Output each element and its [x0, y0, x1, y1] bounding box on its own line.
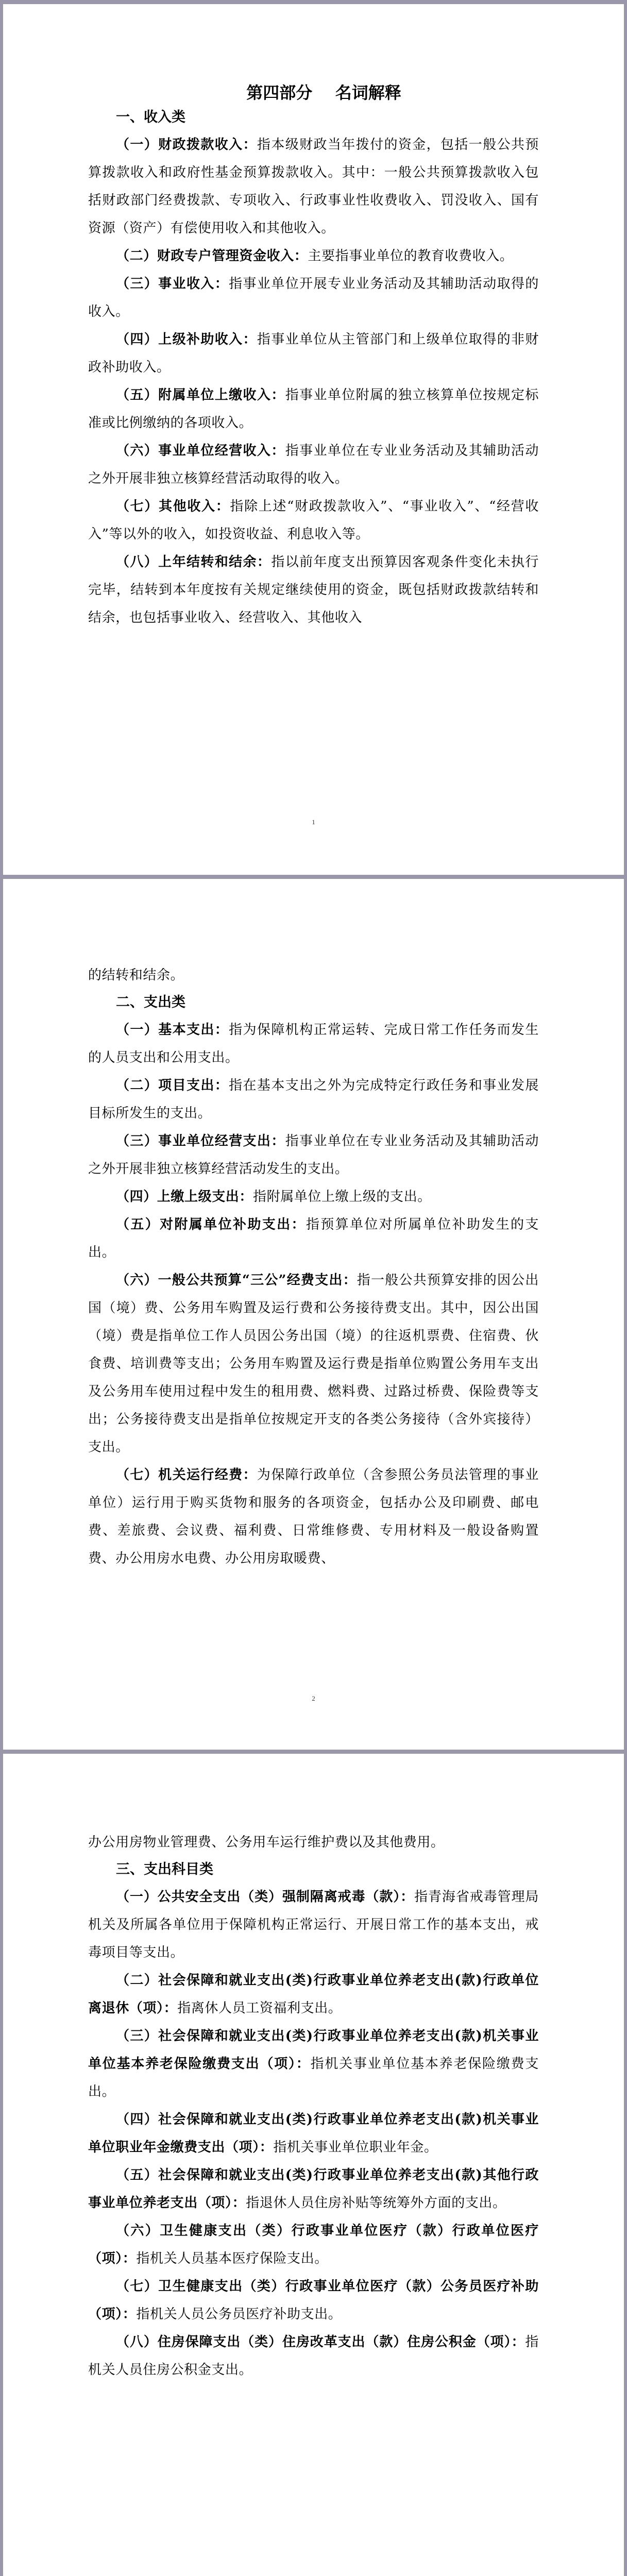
- definition-text: 指预算单位对所属单位补助发生的支出。: [88, 1217, 539, 1260]
- definition-text: 指附属单位上缴上级的支出。: [253, 1189, 431, 1205]
- definition-item: [88, 1967, 539, 2022]
- page-title: 第四部分 名词解释: [246, 83, 401, 103]
- definition-item: [88, 548, 539, 632]
- definition-item: [88, 2273, 539, 2328]
- definition-item: [88, 1883, 539, 1967]
- definition-text: 指一般公共预算安排的因公出国（境）费、公务用车购置及运行费和公务接待费支出。其中，因公出国（境）费是指单位工作人员因公务出国（境）的往返机票费、住宿费、伙食费、培训费等支出；公务用车购置及运行费是指单位购置公务用车支出及公务用车使用过程中发生的租用费、燃料费、过路过桥费、保险费等支出；公务接待费支出是指单位按规定开支的各类公务接待（含外宾接待）支出。: [88, 1273, 539, 1455]
- definition-text: 指离休人员工资福利支出。: [177, 2001, 342, 2016]
- definition-term: （二）项目支出：: [116, 1078, 229, 1093]
- continuation-text: 的结转和结余。: [88, 968, 184, 983]
- definition-text: 指本级财政当年拨付的资金，包括一般公共预算拨款收入和政府性基金预算拨款收入。其中：一般公共预算拨款收入包括财政部门经费拨款、专项收入、行政事业性收费收入、罚没收入、国有资源（资产）有偿使用收入和其他收入。: [88, 137, 539, 236]
- definition-item: [88, 131, 539, 242]
- definition-term: （六）卫生健康支出（类）行政事业单位医疗（款）行政单位医疗（项）：: [88, 2223, 539, 2266]
- definition-item: [88, 1266, 539, 1461]
- definition-text: 主要指事业单位的教育收费收入。: [308, 248, 514, 264]
- definition-item: [88, 2022, 539, 2106]
- definition-term: （五）社会保障和就业支出(类)行政事业单位养老支出(款)其他行政事业单位养老支出（项）：: [88, 2167, 539, 2211]
- definition-item: [88, 1016, 539, 1072]
- definition-item: [88, 1127, 539, 1183]
- definition-item: [88, 493, 539, 548]
- definition-item: [88, 326, 539, 381]
- document-page-1: [3, 4, 624, 875]
- definition-term: （八）上年结转和结余：: [116, 554, 272, 570]
- definition-term: （五）对附属单位补助支出：: [116, 1217, 306, 1232]
- definition-term: （四）社会保障和就业支出(类)行政事业单位养老支出(款)机关事业单位职业年金缴费支出（项）：: [88, 2112, 539, 2155]
- definition-text: 指事业单位开展专业业务活动及其辅助活动取得的收入。: [88, 276, 539, 319]
- definition-text: 指除上述“财政拨款收入”、“事业收入”、“经营收入”等以外的收入，如投资收益、利息收入等。: [88, 499, 539, 542]
- definition-item: [88, 2328, 539, 2384]
- definition-item: [88, 381, 539, 437]
- definition-item: [88, 2161, 539, 2217]
- definition-term: （四）上缴上级支出：: [116, 1189, 253, 1205]
- definition-text: 指为保障机构正常运转、完成日常工作任务而发生的人员支出和公用支出。: [88, 1022, 539, 1065]
- definition-text: 指事业单位从主管部门和上级单位取得的非财政补助收入。: [88, 332, 539, 375]
- continuation-text: 办公用房物业管理费、公务用车运行维护费以及其他费用。: [88, 1835, 445, 1850]
- document-page-3: [3, 1754, 624, 2576]
- definition-item: [88, 1183, 539, 1211]
- definition-item: [88, 270, 539, 326]
- definition-term: （二）社会保障和就业支出(类)行政事业单位养老支出(款)行政单位离退休（项）：: [88, 1973, 539, 2016]
- definition-text: 指机关事业单位基本养老保险缴费支出。: [88, 2056, 539, 2099]
- definition-term: （二）财政专户管理资金收入：: [116, 248, 308, 264]
- definition-term: （七）卫生健康支出（类）行政事业单位医疗（款）公务员医疗补助（项）：: [88, 2279, 539, 2322]
- definition-text: 指退休人员住房补贴等统筹外方面的支出。: [246, 2195, 506, 2211]
- section-heading-expenditure: 二、支出类: [116, 994, 185, 1010]
- definition-term: （三）社会保障和就业支出(类)行政事业单位养老支出(款)机关事业单位基本养老保险缴费支出（项）：: [88, 2028, 539, 2072]
- definition-text: 指机关人员公务员医疗补助支出。: [136, 2307, 342, 2322]
- definition-term: （四）上级补助收入：: [116, 332, 257, 347]
- definition-text: 指在基本支出之外为完成特定行政任务和事业发展目标所发生的支出。: [88, 1078, 539, 1121]
- definition-term: （一）财政拨款收入：: [116, 137, 257, 152]
- definition-term: （八）住房保障支出（类）住房改革支出（款）住房公积金（项）：: [116, 2334, 526, 2350]
- document-page-2: [3, 879, 624, 1750]
- definition-text: 指机关事业单位职业年金。: [273, 2140, 438, 2155]
- definition-term: （三）事业收入：: [116, 276, 229, 292]
- definition-text: 为保障行政单位（含参照公务员法管理的事业单位）运行用于购买货物和服务的各项资金，包括办公及印刷费、邮电费、差旅费、会议费、福利费、日常维修费、专用材料及一般设备购置费、办公用房水电费、办公用房取暖费、: [88, 1467, 539, 1566]
- definition-item: [88, 242, 539, 270]
- definition-text: 指机关人员住房公积金支出。: [88, 2334, 539, 2378]
- definition-item: [88, 1461, 539, 1572]
- page-number: 1: [312, 818, 315, 826]
- definition-term: （一）基本支出：: [116, 1022, 229, 1038]
- section-heading-expenditure-subjects: 三、支出科目类: [116, 1861, 213, 1877]
- definition-term: （七）其他收入：: [116, 499, 230, 514]
- definition-text: 指事业单位附属的独立核算单位按规定标准或比例缴纳的各项收入。: [88, 387, 539, 431]
- definition-term: （六）一般公共预算“三公”经费支出：: [116, 1273, 357, 1288]
- definition-item: [88, 2217, 539, 2273]
- definition-term: （五）附属单位上缴收入：: [116, 387, 285, 403]
- definition-term: （七）机关运行经费：: [116, 1467, 257, 1483]
- definition-text: 指机关人员基本医疗保险支出。: [136, 2251, 328, 2266]
- definition-text: 指青海省戒毒管理局机关及所属各单位用于保障机构正常运行、开展日常工作的基本支出，戒毒项目等支出。: [88, 1889, 539, 1960]
- definition-term: （六）事业单位经营收入：: [116, 443, 285, 459]
- page-number: 2: [312, 1694, 315, 1702]
- definition-text: 指事业单位在专业业务活动及其辅助活动之外开展非独立核算经营活动取得的收入。: [88, 443, 539, 486]
- section-heading-income: 一、收入类: [116, 109, 185, 125]
- definition-text: 指事业单位在专业业务活动及其辅助活动之外开展非独立核算经营活动发生的支出。: [88, 1133, 539, 1177]
- definition-term: （一）公共安全支出（类）强制隔离戒毒（款）：: [116, 1889, 415, 1905]
- definition-item: [88, 437, 539, 493]
- definition-item: [88, 2106, 539, 2161]
- definition-text: 指以前年度支出预算因客观条件变化未执行完毕，结转到本年度按有关规定继续使用的资金，既包括财政拨款结转和结余，也包括事业收入、经营收入、其他收入: [88, 554, 539, 625]
- definition-item: [88, 1072, 539, 1127]
- definition-item: [88, 1211, 539, 1266]
- definition-term: （三）事业单位经营支出：: [116, 1133, 285, 1149]
